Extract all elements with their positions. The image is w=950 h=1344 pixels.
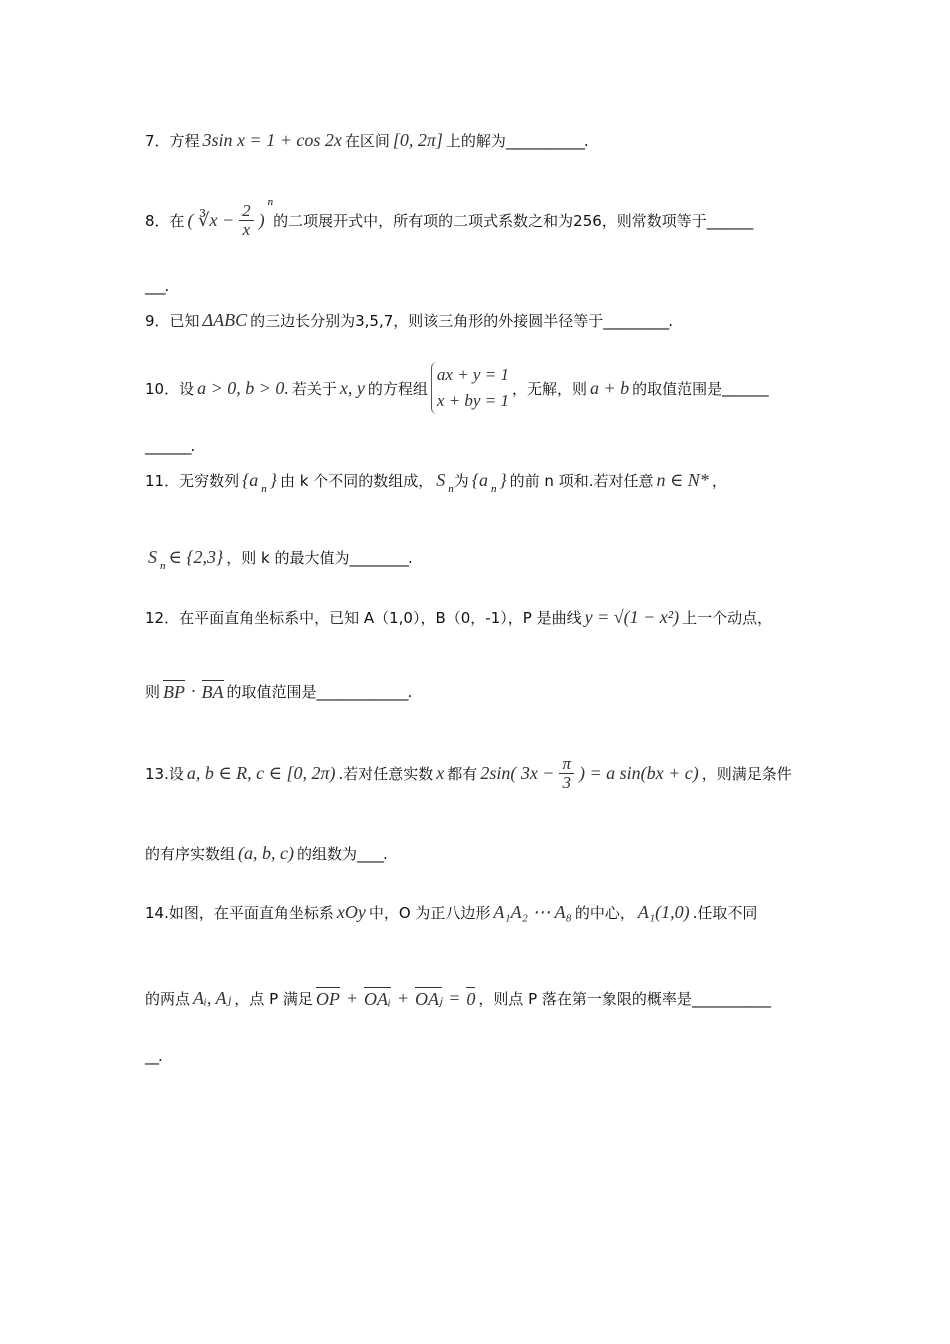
text-segment: .任取不同: [692, 904, 758, 922]
vector-expression: OAⱼ: [415, 989, 443, 1009]
answer-blank: __.: [145, 1047, 162, 1065]
problem-line: [145, 362, 768, 414]
math-expression: {a: [471, 470, 488, 490]
problem-line: [145, 843, 388, 864]
text-segment: 若关于: [291, 379, 337, 398]
problem-line: [145, 277, 168, 295]
answer-blank: _______: [722, 379, 768, 397]
math-expression: +: [396, 988, 410, 1008]
text-segment: .: [583, 131, 589, 150]
answer-blank: ____: [357, 844, 384, 863]
superscript: n: [267, 196, 274, 208]
math-expression: x, y: [339, 377, 365, 398]
math-expression: A₁A₂ ⋯ A₈: [493, 902, 572, 922]
text-segment: 的组数为: [297, 845, 358, 863]
subscript: n: [490, 483, 497, 495]
math-expression: ·: [191, 681, 196, 701]
problem-line: [145, 607, 772, 628]
subscript: n: [261, 483, 267, 495]
math-expression: ( ∛x −: [187, 210, 235, 230]
text-segment: 中，O 为正八边形: [368, 904, 491, 922]
text-segment: 13.设: [145, 765, 184, 783]
problem-line: [145, 902, 757, 923]
text-segment: ，则 k 的最大值为: [226, 549, 350, 567]
text-segment: .: [668, 311, 674, 330]
text-segment: 的有序实数组: [145, 845, 236, 863]
text-segment: 10．设: [145, 379, 195, 398]
text-segment: .若对任意实数: [338, 765, 434, 783]
math-expression: }: [499, 470, 507, 490]
answer-blank: _______.: [145, 437, 195, 455]
text-segment: ，点 P 满足: [234, 990, 313, 1008]
text-segment: 的取值范围是: [632, 379, 723, 398]
text-segment: 都有: [447, 765, 478, 783]
text-segment: ，: [711, 472, 727, 490]
answer-blank: _________: [349, 548, 408, 567]
fraction-numerator: 2: [239, 202, 254, 221]
fraction-denominator: x: [242, 220, 251, 239]
math-expression: n ∈ N*: [656, 470, 709, 490]
fraction-denominator: 3: [562, 773, 571, 792]
math-expression: ) = a sin(bx + c): [578, 763, 699, 783]
math-expression: A₁(1,0): [637, 902, 690, 922]
math-expression: {a: [242, 470, 259, 490]
text-segment: 的两点: [145, 990, 191, 1008]
text-segment: 则: [145, 683, 161, 701]
answer-blank: ___.: [145, 277, 169, 295]
text-segment: 的方程组: [367, 379, 428, 398]
math-expression: a, b ∈ R, c ∈ [0, 2π): [186, 763, 336, 783]
equation-system: [431, 362, 509, 414]
text-segment: 的取值范围是: [226, 683, 317, 701]
fraction: [239, 202, 254, 239]
math-expression: +: [345, 988, 359, 1008]
problem-line: [145, 130, 589, 151]
vector-expression: OAᵢ: [364, 989, 391, 1009]
math-expression: S: [436, 470, 446, 490]
vector-expression: OP: [315, 989, 340, 1009]
problem-line: [145, 470, 727, 495]
text-segment: 在区间: [344, 132, 390, 150]
text-segment: .: [407, 682, 413, 701]
text-segment: 8．在: [145, 212, 185, 230]
problem-line: [145, 437, 194, 455]
problem-line: [145, 196, 753, 239]
math-expression: (a, b, c): [238, 843, 294, 863]
math-expression: 3sin x = 1 + cos 2x: [202, 130, 342, 150]
vector-expression: BP: [163, 682, 186, 702]
text-segment: ，则满足条件: [701, 765, 792, 783]
math-expression: }: [269, 470, 277, 490]
problem-line: [145, 310, 673, 331]
problem-line: [145, 987, 770, 1010]
problem-line: [145, 547, 413, 572]
math-expression: S: [148, 547, 157, 567]
text-segment: 上的解为: [445, 132, 506, 150]
subscript: n: [448, 483, 454, 495]
text-segment: .: [407, 548, 413, 567]
math-expression: y = √(1 − x²): [584, 607, 680, 627]
math-expression: 2sin( 3x −: [480, 763, 555, 783]
text-segment: ，则点 P 落在第一象限的概率是: [478, 990, 692, 1008]
vector-expression: 0: [466, 989, 476, 1009]
fraction-numerator: π: [559, 755, 574, 774]
text-segment: ，无解，则: [511, 379, 587, 398]
answer-blank: _______: [706, 211, 753, 230]
answer-blank: ____________: [505, 131, 584, 150]
problem-line: [145, 680, 412, 703]
text-segment: 的二项展开式中，所有项的二项式系数之和为256，则常数项等于: [273, 212, 707, 230]
fraction: [559, 755, 574, 792]
math-expression: x: [436, 763, 445, 783]
answer-blank: __________: [603, 311, 669, 330]
math-expression: xOy: [336, 902, 366, 922]
equation-row: ax + y = 1: [436, 365, 509, 384]
math-expression: [0, 2π]: [392, 130, 443, 150]
problem-line: [145, 1047, 162, 1065]
text-segment: 9．已知: [145, 312, 200, 330]
math-expression: Aᵢ, Aⱼ: [193, 988, 232, 1008]
answer-blank: ______________: [316, 682, 408, 701]
subscript: n: [160, 560, 166, 572]
text-segment: 由 k 个不同的数组成，: [280, 472, 434, 490]
problem-line: [145, 755, 792, 792]
text-segment: 上一个动点，: [682, 609, 773, 627]
text-segment: 的中心，: [574, 904, 635, 922]
math-expression: =: [448, 988, 461, 1008]
math-expression: ∈ {2,3}: [168, 547, 224, 567]
text-segment: 11．无穷数列: [145, 472, 240, 490]
text-segment: .: [383, 844, 388, 863]
equation-row: x + by = 1: [436, 391, 509, 410]
math-expression: ΔABC: [202, 310, 248, 330]
answer-blank: ____________: [691, 989, 770, 1008]
vector-expression: BA: [201, 682, 224, 702]
math-expression: a > 0, b > 0.: [197, 377, 289, 398]
math-expression: ): [258, 210, 265, 230]
text-segment: 14.如图，在平面直角坐标系: [145, 904, 334, 922]
math-expression: a + b: [589, 377, 630, 398]
text-segment: 7．方程: [145, 132, 200, 150]
text-segment: 12．在平面直角坐标系中，已知 A（1,0），B（0，-1），P 是曲线: [145, 609, 582, 627]
text-segment: 的前 n 项和.若对任意: [509, 472, 654, 490]
text-segment: 为: [453, 472, 469, 490]
text-segment: 的三边长分别为3,5,7，则该三角形的外接圆半径等于: [250, 312, 604, 330]
